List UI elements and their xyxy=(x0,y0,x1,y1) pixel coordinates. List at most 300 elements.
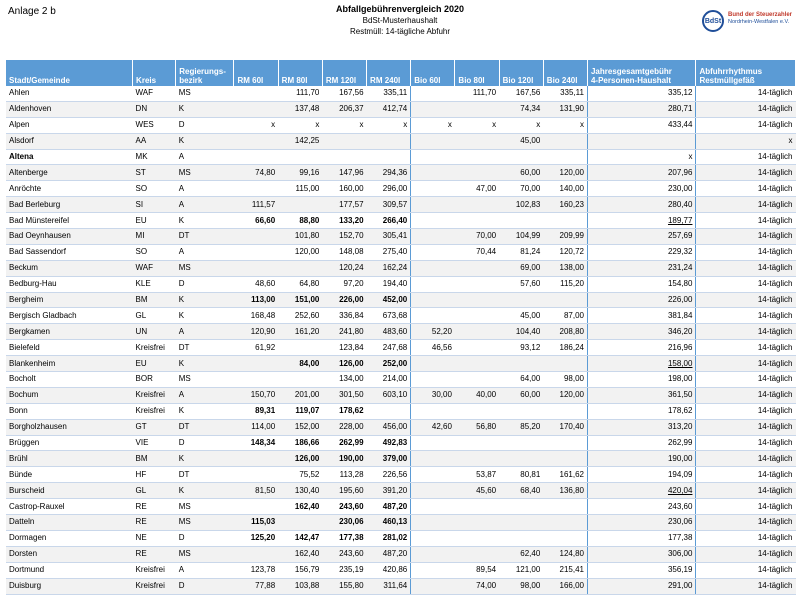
cell-rm60: 148,34 xyxy=(234,435,278,451)
cell-bio240: 120,72 xyxy=(543,244,587,260)
cell-kreis: GL xyxy=(133,483,176,499)
cell-bio240 xyxy=(543,451,587,467)
cell-rm60 xyxy=(234,467,278,483)
cell-bio80 xyxy=(455,149,499,165)
cell-jg: 230,00 xyxy=(587,181,695,197)
cell-rm60: 77,88 xyxy=(234,578,278,594)
table-row xyxy=(6,435,796,451)
cell-bio240: x xyxy=(543,117,587,133)
cell-bio120: 85,20 xyxy=(499,419,543,435)
cell-ab: 14-täglich xyxy=(696,530,796,546)
cell-kreis: Kreisfrei xyxy=(133,403,176,419)
cell-jg: 190,00 xyxy=(587,451,695,467)
cell-rm80: 64,80 xyxy=(278,276,322,292)
col-header-name: Stadt/Gemeinde xyxy=(6,60,133,86)
cell-bio60 xyxy=(411,86,455,101)
cell-bio60 xyxy=(411,149,455,165)
cell-rb: D xyxy=(176,435,234,451)
cell-bio80: 111,70 xyxy=(455,86,499,101)
cell-ab: 14-täglich xyxy=(696,403,796,419)
table-row xyxy=(6,244,796,260)
cell-rm240: 335,11 xyxy=(367,86,411,101)
cell-rm80: 161,20 xyxy=(278,324,322,340)
cell-ab: 14-täglich xyxy=(696,499,796,515)
cell-name: Datteln xyxy=(6,515,133,531)
table-header-row xyxy=(6,60,796,86)
cell-name: Bergisch Gladbach xyxy=(6,308,133,324)
cell-bio240: 215,41 xyxy=(543,562,587,578)
cell-jg: 346,20 xyxy=(587,324,695,340)
cell-bio240: 140,00 xyxy=(543,181,587,197)
cell-name: Aldenhoven xyxy=(6,101,133,117)
cell-rm120: 228,00 xyxy=(322,419,366,435)
cell-name: Castrop-Rauxel xyxy=(6,499,133,515)
table-row xyxy=(6,213,796,229)
cell-rm60 xyxy=(234,546,278,562)
col-header-bio80: Bio 80l xyxy=(455,60,499,86)
cell-rm240: 266,40 xyxy=(367,213,411,229)
cell-rm60 xyxy=(234,101,278,117)
cell-bio120 xyxy=(499,530,543,546)
cell-jg: 433,44 xyxy=(587,117,695,133)
cell-bio80 xyxy=(455,435,499,451)
cell-name: Bedburg-Hau xyxy=(6,276,133,292)
cell-rb: D xyxy=(176,530,234,546)
cell-rm120: 120,24 xyxy=(322,260,366,276)
cell-bio240: 124,80 xyxy=(543,546,587,562)
cell-rm60: 114,00 xyxy=(234,419,278,435)
cell-bio80 xyxy=(455,515,499,531)
table-row xyxy=(6,372,796,388)
cell-rm120: 177,57 xyxy=(322,197,366,213)
cell-rm80 xyxy=(278,340,322,356)
cell-bio120: 45,00 xyxy=(499,133,543,149)
cell-ab: 14-täglich xyxy=(696,483,796,499)
cell-rm120: 190,00 xyxy=(322,451,366,467)
cell-rm240: 456,00 xyxy=(367,419,411,435)
cell-jg xyxy=(587,133,695,149)
cell-kreis: EU xyxy=(133,213,176,229)
cell-ab: 14-täglich xyxy=(696,292,796,308)
cell-rm60: 111,57 xyxy=(234,197,278,213)
document-title: Abfallgebührenvergleich 2020 xyxy=(335,4,465,14)
cell-bio60 xyxy=(411,197,455,213)
cell-ab: 14-täglich xyxy=(696,435,796,451)
cell-jg: 216,96 xyxy=(587,340,695,356)
cell-rb: K xyxy=(176,403,234,419)
cell-bio80 xyxy=(455,530,499,546)
cell-rm80 xyxy=(278,372,322,388)
cell-rm80 xyxy=(278,515,322,531)
cell-ab: 14-täglich xyxy=(696,419,796,435)
cell-bio240: 115,20 xyxy=(543,276,587,292)
cell-rm80 xyxy=(278,260,322,276)
cell-rb: K xyxy=(176,292,234,308)
cell-rm120: 226,00 xyxy=(322,292,366,308)
cell-rm60: 113,00 xyxy=(234,292,278,308)
cell-jg: 243,60 xyxy=(587,499,695,515)
cell-bio80: 40,00 xyxy=(455,387,499,403)
cell-rm60: x xyxy=(234,117,278,133)
logo-mark-icon: BdSt xyxy=(702,10,724,32)
cell-rm120: 97,20 xyxy=(322,276,366,292)
cell-jg: 313,20 xyxy=(587,419,695,435)
cell-rb: K xyxy=(176,356,234,372)
cell-bio80 xyxy=(455,499,499,515)
cell-bio60: 30,00 xyxy=(411,387,455,403)
cell-rm120: 195,60 xyxy=(322,483,366,499)
cell-rb: MS xyxy=(176,499,234,515)
cell-jg: x xyxy=(587,149,695,165)
cell-rm240: 603,10 xyxy=(367,387,411,403)
cell-bio80 xyxy=(455,165,499,181)
cell-bio60: 42,60 xyxy=(411,419,455,435)
cell-bio120: 62,40 xyxy=(499,546,543,562)
cell-rm240: 412,74 xyxy=(367,101,411,117)
cell-rb: K xyxy=(176,483,234,499)
cell-name: Altena xyxy=(6,149,133,165)
cell-bio240: 208,80 xyxy=(543,324,587,340)
cell-jg: 420,04 xyxy=(587,483,695,499)
cell-jg: 356,19 xyxy=(587,562,695,578)
cell-rm120: 147,96 xyxy=(322,165,366,181)
cell-rm80: 252,60 xyxy=(278,308,322,324)
cell-rm120: 160,00 xyxy=(322,181,366,197)
table-row xyxy=(6,546,796,562)
cell-bio80 xyxy=(455,451,499,467)
cell-bio240: 120,00 xyxy=(543,165,587,181)
cell-rm120: 206,37 xyxy=(322,101,366,117)
cell-jg: 226,00 xyxy=(587,292,695,308)
cell-name: Bad Oeynhausen xyxy=(6,229,133,245)
cell-jg: 381,84 xyxy=(587,308,695,324)
cell-name: Bad Sassendorf xyxy=(6,244,133,260)
cell-bio120: 121,00 xyxy=(499,562,543,578)
cell-bio80: 89,54 xyxy=(455,562,499,578)
cell-name: Duisburg xyxy=(6,578,133,594)
cell-rb: A xyxy=(176,181,234,197)
cell-bio120: 74,34 xyxy=(499,101,543,117)
cell-bio60 xyxy=(411,260,455,276)
cell-jg: 335,12 xyxy=(587,86,695,101)
cell-rm120: 123,84 xyxy=(322,340,366,356)
cell-bio60 xyxy=(411,562,455,578)
logo-text xyxy=(728,12,792,26)
table-row xyxy=(6,117,796,133)
cell-jg: 262,99 xyxy=(587,435,695,451)
cell-bio120: 81,24 xyxy=(499,244,543,260)
cell-bio60 xyxy=(411,308,455,324)
cell-rb: A xyxy=(176,387,234,403)
cell-jg: 280,40 xyxy=(587,197,695,213)
cell-rm120: 167,56 xyxy=(322,86,366,101)
cell-rb: A xyxy=(176,149,234,165)
cell-bio60 xyxy=(411,467,455,483)
table-row xyxy=(6,340,796,356)
cell-bio80: 56,80 xyxy=(455,419,499,435)
cell-bio60 xyxy=(411,578,455,594)
cell-bio60 xyxy=(411,451,455,467)
cell-bio80: 47,00 xyxy=(455,181,499,197)
table-row xyxy=(6,292,796,308)
cell-bio120 xyxy=(499,213,543,229)
cell-kreis: WAF xyxy=(133,260,176,276)
cell-bio240 xyxy=(543,356,587,372)
col-header-bio120: Bio 120l xyxy=(499,60,543,86)
annex-label: Anlage 2 b xyxy=(8,6,56,17)
cell-ab: 14-täglich xyxy=(696,229,796,245)
cell-bio120: 69,00 xyxy=(499,260,543,276)
cell-jg: 189,77 xyxy=(587,213,695,229)
cell-kreis: DN xyxy=(133,101,176,117)
cell-rm80: 126,00 xyxy=(278,451,322,467)
cell-ab: 14-täglich xyxy=(696,578,796,594)
col-header-kreis: Kreis xyxy=(133,60,176,86)
cell-jg: 231,24 xyxy=(587,260,695,276)
table-row xyxy=(6,101,796,117)
cell-bio80 xyxy=(455,276,499,292)
cell-name: Bergheim xyxy=(6,292,133,308)
cell-ab: 14-täglich xyxy=(696,515,796,531)
cell-rb: DT xyxy=(176,340,234,356)
cell-rm80: 186,66 xyxy=(278,435,322,451)
cell-kreis: BM xyxy=(133,292,176,308)
cell-name: Anröchte xyxy=(6,181,133,197)
cell-rm120: 262,99 xyxy=(322,435,366,451)
cell-rm240: 420,86 xyxy=(367,562,411,578)
cell-rm60: 115,03 xyxy=(234,515,278,531)
cell-rm240: 275,40 xyxy=(367,244,411,260)
cell-name: Brühl xyxy=(6,451,133,467)
cell-kreis: UN xyxy=(133,324,176,340)
cell-jg: 280,71 xyxy=(587,101,695,117)
cell-kreis: VIE xyxy=(133,435,176,451)
table-row xyxy=(6,86,796,101)
cell-kreis: RE xyxy=(133,515,176,531)
cell-kreis: SO xyxy=(133,244,176,260)
cell-rm120: 152,70 xyxy=(322,229,366,245)
table-row xyxy=(6,499,796,515)
cell-rm80: 88,80 xyxy=(278,213,322,229)
cell-rm120: 178,62 xyxy=(322,403,366,419)
cell-kreis: Kreisfrei xyxy=(133,562,176,578)
cell-rm80: 142,47 xyxy=(278,530,322,546)
cell-name: Blankenheim xyxy=(6,356,133,372)
cell-bio120: 64,00 xyxy=(499,372,543,388)
cell-rb: K xyxy=(176,133,234,149)
cell-rm80: 156,79 xyxy=(278,562,322,578)
cell-jg: 207,96 xyxy=(587,165,695,181)
cell-rm80 xyxy=(278,197,322,213)
cell-rm60 xyxy=(234,499,278,515)
table-row xyxy=(6,165,796,181)
cell-name: Dortmund xyxy=(6,562,133,578)
col-header-regierungsbezirk: Regierungs- bezirk xyxy=(176,60,234,86)
col-header-rm120: RM 120l xyxy=(322,60,366,86)
cell-rm80: 162,40 xyxy=(278,499,322,515)
cell-rm60 xyxy=(234,372,278,388)
cell-bio120 xyxy=(499,451,543,467)
cell-rm60 xyxy=(234,181,278,197)
cell-rm240: 281,02 xyxy=(367,530,411,546)
cell-bio240 xyxy=(543,530,587,546)
cell-kreis: EU xyxy=(133,356,176,372)
cell-rb: DT xyxy=(176,419,234,435)
col-header-rm240: RM 240l xyxy=(367,60,411,86)
cell-bio240: 136,80 xyxy=(543,483,587,499)
cell-ab: 14-täglich xyxy=(696,149,796,165)
cell-bio60 xyxy=(411,101,455,117)
cell-bio60 xyxy=(411,372,455,388)
cell-bio120 xyxy=(499,292,543,308)
cell-ab: 14-täglich xyxy=(696,562,796,578)
cell-ab: 14-täglich xyxy=(696,387,796,403)
table-row xyxy=(6,530,796,546)
cell-bio80 xyxy=(455,197,499,213)
table-row xyxy=(6,515,796,531)
cell-bio60 xyxy=(411,181,455,197)
cell-rm240: x xyxy=(367,117,411,133)
cell-bio240 xyxy=(543,133,587,149)
cell-bio60 xyxy=(411,165,455,181)
cell-bio240: 161,62 xyxy=(543,467,587,483)
cell-rm60: 61,92 xyxy=(234,340,278,356)
cell-kreis: NE xyxy=(133,530,176,546)
cell-bio80 xyxy=(455,324,499,340)
cell-rm80: 103,88 xyxy=(278,578,322,594)
cell-rm120: 133,20 xyxy=(322,213,366,229)
cell-rm120 xyxy=(322,149,366,165)
cell-ab: 14-täglich xyxy=(696,244,796,260)
cell-rm240: 492,83 xyxy=(367,435,411,451)
cell-jg: 229,32 xyxy=(587,244,695,260)
col-header-rm60: RM 60l xyxy=(234,60,278,86)
cell-bio240 xyxy=(543,213,587,229)
cell-bio120 xyxy=(499,356,543,372)
cell-rm60: 123,78 xyxy=(234,562,278,578)
cell-rb: A xyxy=(176,324,234,340)
cell-jg: 177,38 xyxy=(587,530,695,546)
cell-kreis: SI xyxy=(133,197,176,213)
cell-bio120: 104,40 xyxy=(499,324,543,340)
cell-jg: 230,06 xyxy=(587,515,695,531)
cell-rm60: 48,60 xyxy=(234,276,278,292)
cell-rm120: 243,60 xyxy=(322,546,366,562)
cell-kreis: BOR xyxy=(133,372,176,388)
cell-rm80: 115,00 xyxy=(278,181,322,197)
cell-rm80: 201,00 xyxy=(278,387,322,403)
table-row xyxy=(6,578,796,594)
cell-bio80 xyxy=(455,260,499,276)
cell-name: Bünde xyxy=(6,467,133,483)
cell-bio120 xyxy=(499,435,543,451)
cell-bio120: 104,99 xyxy=(499,229,543,245)
cell-bio240: 131,90 xyxy=(543,101,587,117)
table-row xyxy=(6,562,796,578)
cell-rb: D xyxy=(176,276,234,292)
col-header-rm80: RM 80l xyxy=(278,60,322,86)
cell-bio240 xyxy=(543,403,587,419)
cell-rm240: 247,68 xyxy=(367,340,411,356)
cell-bio80: 70,00 xyxy=(455,229,499,245)
cell-rm240: 252,00 xyxy=(367,356,411,372)
cell-rm120: 113,28 xyxy=(322,467,366,483)
col-header-bio240: Bio 240l xyxy=(543,60,587,86)
cell-ab: 14-täglich xyxy=(696,213,796,229)
cell-rm60: 66,60 xyxy=(234,213,278,229)
cell-bio60: 52,20 xyxy=(411,324,455,340)
cell-bio240 xyxy=(543,515,587,531)
cell-name: Bocholt xyxy=(6,372,133,388)
cell-rb: MS xyxy=(176,165,234,181)
cell-kreis: SO xyxy=(133,181,176,197)
cell-bio60: x xyxy=(411,117,455,133)
cell-rm80: x xyxy=(278,117,322,133)
cell-bio120 xyxy=(499,149,543,165)
cell-rm80: 120,00 xyxy=(278,244,322,260)
cell-ab: 14-täglich xyxy=(696,340,796,356)
cell-rm60: 125,20 xyxy=(234,530,278,546)
cell-bio240: 209,99 xyxy=(543,229,587,245)
cell-bio120: 70,00 xyxy=(499,181,543,197)
col-header-jahresgesamtgebuehr: Jahresgesamtgebühr 4-Personen-Haushalt xyxy=(587,60,695,86)
cell-rm60: 81,50 xyxy=(234,483,278,499)
cell-bio60 xyxy=(411,229,455,245)
cell-bio240: 87,00 xyxy=(543,308,587,324)
cell-bio60: 46,56 xyxy=(411,340,455,356)
cell-rm120: 126,00 xyxy=(322,356,366,372)
cell-bio80: 74,00 xyxy=(455,578,499,594)
cell-rb: MS xyxy=(176,546,234,562)
cell-name: Borgholzhausen xyxy=(6,419,133,435)
cell-bio120: 45,00 xyxy=(499,308,543,324)
cell-rm240 xyxy=(367,403,411,419)
cell-kreis: Kreisfrei xyxy=(133,387,176,403)
cell-ab: 14-täglich xyxy=(696,165,796,181)
cell-rm240: 673,68 xyxy=(367,308,411,324)
cell-bio120 xyxy=(499,515,543,531)
cell-name: Bochum xyxy=(6,387,133,403)
cell-kreis: GL xyxy=(133,308,176,324)
table-row xyxy=(6,260,796,276)
cell-bio240 xyxy=(543,435,587,451)
cell-rm80: 119,07 xyxy=(278,403,322,419)
cell-rb: A xyxy=(176,197,234,213)
cell-bio240: 335,11 xyxy=(543,86,587,101)
table-row xyxy=(6,467,796,483)
cell-ab: 14-täglich xyxy=(696,546,796,562)
cell-bio80: 53,87 xyxy=(455,467,499,483)
cell-bio120: 57,60 xyxy=(499,276,543,292)
cell-kreis: HF xyxy=(133,467,176,483)
cell-bio60 xyxy=(411,515,455,531)
document-header xyxy=(250,4,550,37)
cell-rm120: 336,84 xyxy=(322,308,366,324)
cell-jg: 194,09 xyxy=(587,467,695,483)
cell-rb: K xyxy=(176,101,234,117)
cell-bio240 xyxy=(543,499,587,515)
cell-ab: 14-täglich xyxy=(696,308,796,324)
cell-name: Beckum xyxy=(6,260,133,276)
cell-bio80 xyxy=(455,308,499,324)
cell-bio240: 186,24 xyxy=(543,340,587,356)
cell-rm240: 294,36 xyxy=(367,165,411,181)
cell-rm240 xyxy=(367,133,411,149)
cell-ab: 14-täglich xyxy=(696,276,796,292)
table-row xyxy=(6,229,796,245)
cell-bio60 xyxy=(411,244,455,260)
table-row xyxy=(6,483,796,499)
